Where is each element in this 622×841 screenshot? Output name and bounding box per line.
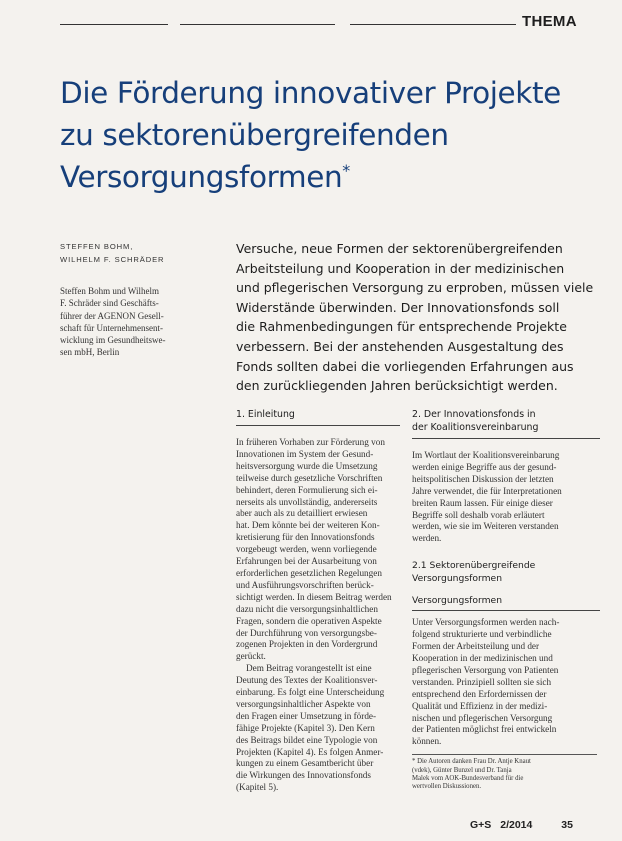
header-rule-right	[350, 24, 516, 25]
paragraph-line: verstanden. Prinzipiell sollten sie sich	[412, 676, 552, 687]
paragraph-line: versorgungsinhaltlicher Aspekte von	[236, 698, 371, 709]
subsection-subheading: Versorgungsformen	[412, 594, 600, 611]
section-heading-2-line-1: 2. Der Innovationsfonds in	[412, 409, 536, 420]
footnote-line: (vdek), Günter Bunzel und Dr. Tanja	[412, 766, 512, 774]
section-heading-1-text: 1. Einleitung	[236, 409, 295, 420]
author-bio	[60, 285, 185, 359]
paragraph-line: können.	[412, 736, 442, 747]
paragraph-line: Begriffe soll deshalb vorab erläutert	[412, 509, 545, 520]
paragraph-line: Formen der Arbeitsteilung und der	[412, 641, 540, 652]
paragraph-line: Kooperation in der medizinischen und	[412, 652, 553, 663]
lead-paragraph	[236, 239, 596, 396]
subsection-heading-2-1	[412, 559, 600, 585]
author-2: WILHELM F. SCHRÄDER	[60, 255, 165, 264]
bio-line: schaft für Unternehmensent-	[60, 322, 163, 333]
paragraph-line: In früheren Vorhaben zur Förderung von	[236, 437, 385, 447]
footnote	[412, 758, 600, 792]
page-folio	[470, 819, 573, 831]
subsection-heading-line-2: Versorgungsformen	[412, 573, 503, 585]
title-footnote-mark: *	[342, 161, 350, 181]
paragraph-line: werden, wie sie im Weiteren verstanden	[412, 521, 559, 532]
column-right	[412, 408, 600, 792]
paragraph-line: des Beitrags bildet eine Typologie von	[236, 734, 378, 745]
paragraph-line: Unter Versorgungsformen werden nach-	[412, 617, 560, 628]
paragraph-line: kungen zu einem Gesamtbericht über	[236, 758, 374, 769]
footnote-line: * Die Autoren danken Frau Dr. Antje Knaut	[412, 758, 531, 766]
lead-line: verbessern. Bei der anstehenden Ausgestaltung des	[236, 338, 564, 354]
paragraph-line: teilweise durch gesetzliche Vorschriften	[236, 472, 383, 483]
paragraph-line: einbarung. Es folgt eine Unterscheidung	[236, 687, 385, 698]
header-rule-left	[60, 24, 168, 25]
paragraph-line: der Patienten möglichst frei entwickeln	[412, 724, 557, 735]
column-left	[236, 408, 400, 794]
section-2-paragraph-1	[412, 450, 600, 545]
section-heading-1	[236, 408, 400, 426]
author-1: STEFFEN BOHM,	[60, 242, 134, 251]
paragraph-line: aber auch als zu detailliert erwiesen	[236, 508, 368, 519]
paragraph-line: Jahre verwendet, die für Interpretationen	[412, 485, 562, 496]
lead-line: und pflegerischen Versorgung zu erproben, müssen viele	[236, 280, 594, 296]
paragraph-line: Fragen, sondern die operativen Aspekte	[236, 615, 382, 626]
paragraph-line: kretisierung für den Innovationsfonds	[236, 532, 375, 543]
section-tag: THEMA	[522, 13, 577, 30]
paragraph-line: nerseits als unvollständig, andererseits	[236, 496, 378, 507]
header-rule-middle	[180, 24, 335, 25]
subsection-heading-line-1: 2.1 Sektorenübergreifende	[412, 560, 536, 572]
paragraph-line: heitspolitischen Diskussion der letzten	[412, 473, 554, 484]
footnote-line: Malek vom AOK-Bundesverband für die	[412, 775, 524, 783]
paragraph-line: den Fragen einer Umsetzung in förde-	[236, 710, 377, 721]
paragraph-line: heitsversorgung wurde die Umsetzung	[236, 460, 378, 471]
lead-line: den zurückliegenden Jahren berücksichtigt werden.	[236, 378, 558, 394]
paragraph-line: Qualität und Effizienz in der medizi-	[412, 700, 548, 711]
lead-line: Versuche, neue Formen der sektorenübergreifenden	[236, 241, 563, 256]
paragraph-line: behindert, deren Formulierung sich ei-	[236, 484, 378, 495]
bio-line: F. Schräder sind Geschäfts-	[60, 298, 159, 309]
paragraph-line: Dem Beitrag vorangestellt ist eine	[246, 663, 372, 674]
journal-name: G+S	[470, 819, 492, 831]
paragraph-line: gerückt.	[236, 651, 266, 662]
paragraph-line: der Durchführung von versorgungsbe-	[236, 627, 377, 638]
author-names	[60, 240, 200, 266]
section-1-paragraph-2	[236, 663, 400, 794]
bio-line: führer der AGENON Gesell-	[60, 310, 164, 321]
paragraph-line: Im Wortlaut der Koalitionsvereinbarung	[412, 450, 560, 460]
paragraph-line: werden.	[412, 533, 442, 544]
lead-line: die Rahmenbedingungen für entsprechende Projekte	[236, 319, 567, 335]
lead-line: Widerstände überwinden. Der Innovationsfonds soll	[236, 299, 560, 315]
bio-line: sen mbH, Berlin	[60, 347, 120, 358]
page-number: 35	[561, 819, 573, 831]
paragraph-line: erforderlichen gesetzlichen Regelungen	[236, 567, 382, 578]
section-heading-2-line-2: der Koalitionsvereinbarung	[412, 422, 539, 433]
paragraph-line: Projekten (Kapitel 4). Es folgen Anmer-	[236, 746, 384, 757]
paragraph-line: Erfahrungen bei der Ausarbeitung von	[236, 556, 377, 567]
paragraph-line: zogenen Projekten in den Vordergrund	[236, 639, 378, 650]
paragraph-line: vorgebeugt werden, wenn vorliegende	[236, 544, 377, 555]
paragraph-line: werden einige Begriffe aus der gesund-	[412, 461, 557, 472]
section-heading-2	[412, 408, 600, 439]
paragraph-line: Innovationen im System der Gesund-	[236, 448, 374, 459]
paragraph-line: fähige Projekte (Kapitel 3). Den Kern	[236, 722, 375, 733]
title-line-1: Die Förderung innovativer Projekte	[60, 76, 561, 110]
paragraph-line: und Ausführungsvorschriften berück-	[236, 579, 374, 590]
footnote-rule	[412, 754, 597, 755]
paragraph-line: entsprechend den Erfordernissen der	[412, 688, 547, 699]
lead-line: Arbeitsteilung und Kooperation in der medizinischen	[236, 260, 565, 276]
section-2-1-paragraph	[412, 617, 600, 748]
paragraph-line: sichtigt werden. In diesem Beitrag werden	[236, 591, 392, 602]
paragraph-line: nischen und pflegerischen Versorgung	[412, 712, 553, 723]
paragraph-line: Deutung des Textes der Koalitionsver-	[236, 675, 378, 686]
title-line-3	[60, 156, 590, 198]
bio-line: wicklung im Gesundheitswe-	[60, 335, 166, 346]
paragraph-line: die Wirkungen des Innovationsfonds	[236, 770, 371, 781]
article-title	[60, 72, 590, 198]
footnote-line: wertvollen Diskussionen.	[412, 783, 482, 791]
title-line-2: zu sektorenübergreifenden	[60, 118, 449, 152]
paragraph-line: dazu nicht die versorgungsinhaltlichen	[236, 603, 378, 614]
paragraph-line: (Kapitel 5).	[236, 782, 279, 793]
title-line-3-text: Versorgungsformen	[60, 160, 343, 194]
paragraph-line: folgend strukturierte und verbindliche	[412, 629, 552, 640]
paragraph-line: breiten Raum lassen. Für einige dieser	[412, 497, 553, 508]
bio-line: Steffen Bohm und Wilhelm	[60, 286, 160, 296]
lead-line: Fonds sollten dabei die vorliegenden Erfahrungen aus	[236, 358, 574, 374]
journal-issue: 2/2014	[500, 819, 533, 831]
paragraph-line: hat. Dem könnte bei der weiteren Kon-	[236, 520, 380, 531]
paragraph-line: pflegerischen Versorgung von Patienten	[412, 664, 559, 675]
section-1-paragraph-1	[236, 437, 400, 663]
